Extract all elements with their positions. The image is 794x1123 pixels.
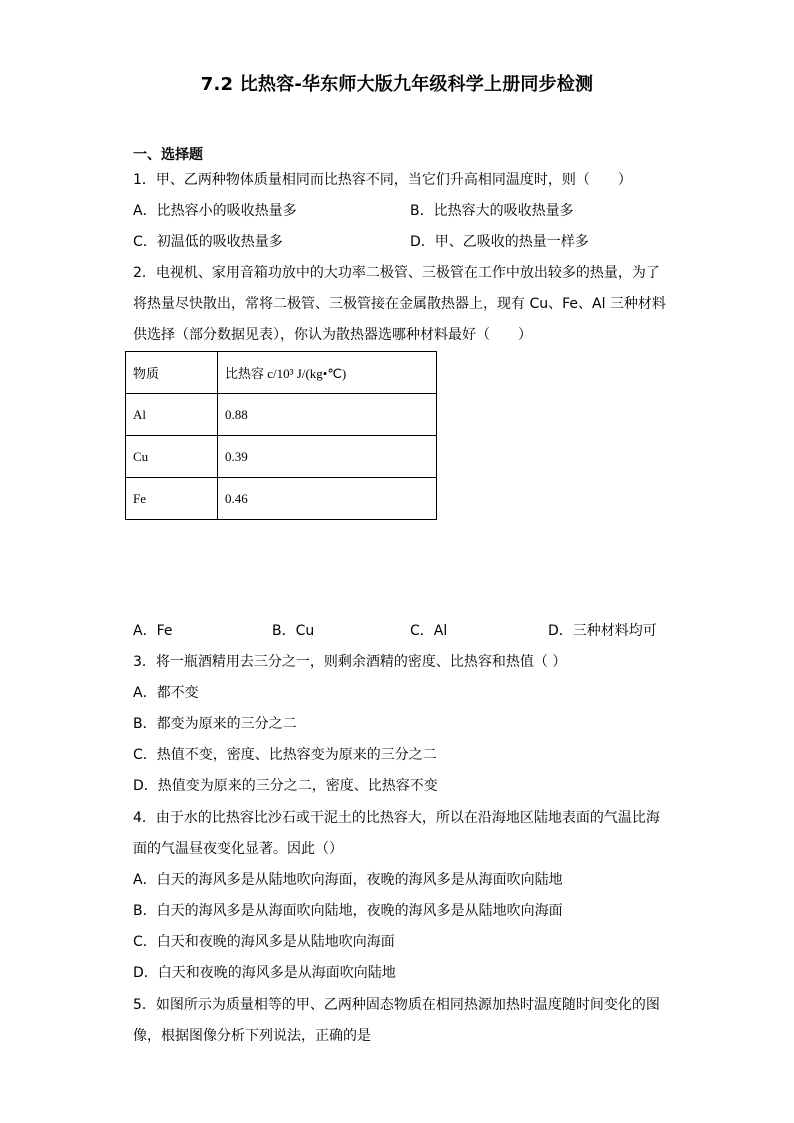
table-header-cell: 物质: [126, 352, 218, 394]
q2-stem-line-2: 将热量尽快散出，常将二极管、三极管接在金属散热器上，现有 Cu、Fe、Al 三种材料: [133, 296, 666, 312]
q1-option-d: D．甲、乙吸收的热量一样多: [410, 234, 589, 250]
q4-option-b: B．白天的海风多是从海面吹向陆地，夜晚的海风多是从陆地吹向海面: [133, 903, 563, 919]
page-title: 7.2 比热容-华东师大版九年级科学上册同步检测: [200, 74, 594, 95]
table-header-cell: 比热容 c/10³ J/(kg•℃): [218, 352, 437, 394]
q2-option-b: B．Cu: [272, 623, 315, 639]
table-cell: 0.88: [218, 394, 437, 436]
table-cell: Cu: [126, 436, 218, 478]
q4-option-c: C．白天和夜晚的海风多是从陆地吹向海面: [133, 934, 395, 950]
table-cell: 0.46: [218, 478, 437, 520]
q3-option-d: D．热值变为原来的三分之二，密度、比热容不变: [133, 778, 438, 794]
q2-stem-line-1: 2．电视机、家用音箱功放中的大功率二极管、三极管在工作中放出较多的热量，为了: [133, 265, 660, 281]
q3-option-a: A．都不变: [133, 685, 199, 701]
q4-stem-line-1: 4．由于水的比热容比沙石或干泥土的比热容大，所以在沿海地区陆地表面的气温比海: [133, 810, 660, 826]
specific-heat-table: [125, 351, 437, 520]
table-cell: 0.39: [218, 436, 437, 478]
q3-option-c: C．热值不变，密度、比热容变为原来的三分之二: [133, 747, 437, 763]
q5-stem-line-1: 5．如图所示为质量相等的甲、乙两种固态物质在相同热源加热时温度随时间变化的图: [133, 997, 660, 1013]
table-header-row: [126, 352, 437, 394]
q5-stem-line-2: 像，根据图像分析下列说法，正确的是: [133, 1028, 371, 1044]
q2-stem-line-3: 供选择（部分数据见表），你认为散热器选哪种材料最好（ ）: [133, 327, 532, 343]
q2-option-a: A．Fe: [133, 623, 173, 639]
q2-option-c: C．Al: [410, 623, 448, 639]
q1-option-a: A．比热容小的吸收热量多: [133, 203, 297, 219]
q4-stem-line-2: 面的气温昼夜变化显著。因此（）: [133, 841, 343, 857]
section-heading: 一、选择题: [133, 147, 203, 163]
q4-option-d: D．白天和夜晚的海风多是从海面吹向陆地: [133, 965, 396, 981]
table-cell: Fe: [126, 478, 218, 520]
q4-option-a: A．白天的海风多是从陆地吹向海面，夜晚的海风多是从海面吹向陆地: [133, 872, 563, 888]
table-row: [126, 478, 437, 520]
table-row: [126, 436, 437, 478]
table-row: [126, 394, 437, 436]
table-cell: Al: [126, 394, 218, 436]
q1-stem: 1．甲、乙两种物体质量相同而比热容不同，当它们升高相同温度时，则（ ）: [133, 172, 632, 188]
q1-option-c: C．初温低的吸收热量多: [133, 234, 283, 250]
q3-stem: 3．将一瓶酒精用去三分之一，则剩余酒精的密度、比热容和热值（ ）: [133, 654, 567, 670]
q3-option-b: B．都变为原来的三分之二: [133, 716, 297, 732]
q2-option-d: D．三种材料均可: [548, 623, 657, 639]
q1-option-b: B．比热容大的吸收热量多: [410, 203, 574, 219]
